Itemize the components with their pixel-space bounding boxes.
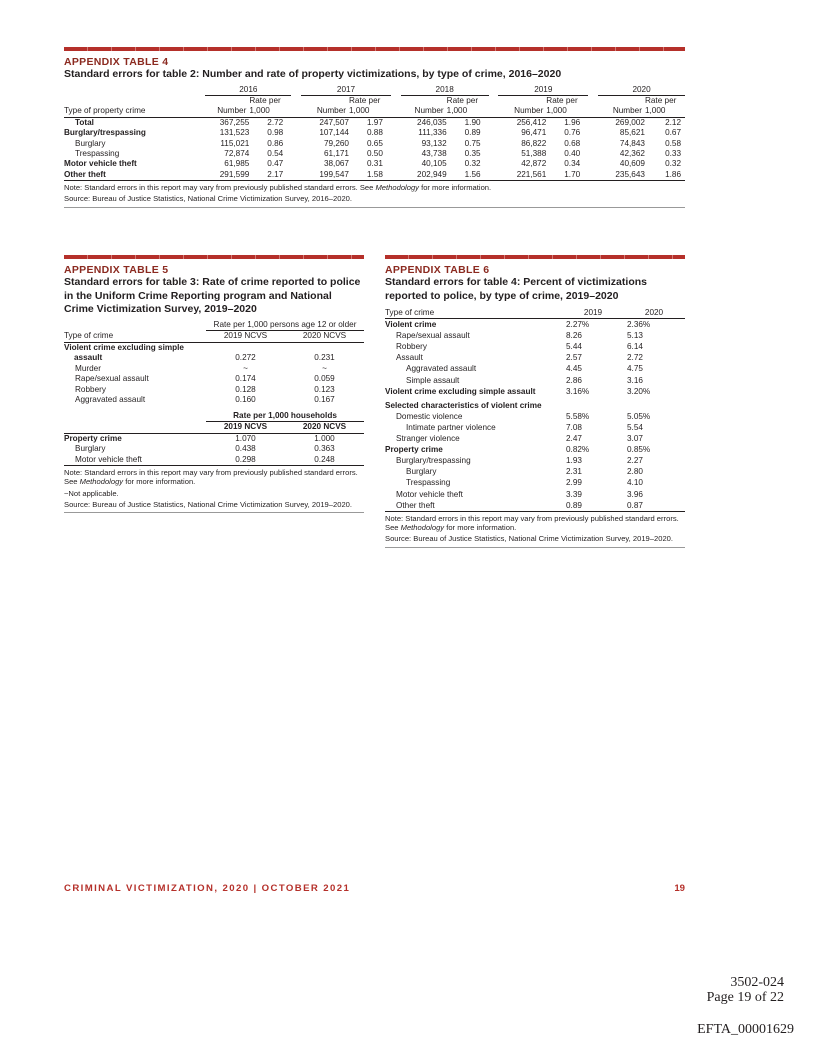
group-header: Rate per 1,000 households bbox=[206, 411, 364, 422]
source-note: Source: Bureau of Justice Statistics, National Crime Victimization Survey, 2016–2020. bbox=[64, 194, 352, 204]
row-label: Violent crime excluding simple assault bbox=[64, 342, 184, 362]
table-cell: 2.36% bbox=[627, 320, 651, 330]
table-cell: 0.50 bbox=[366, 148, 383, 158]
table-cell: 3.07 bbox=[627, 434, 643, 444]
table-cell: 2.99 bbox=[566, 478, 582, 488]
methodology-note: Note: Standard errors in this report may vary from previously published standard errors. See Methodology for more information. bbox=[385, 513, 679, 532]
table-row bbox=[385, 500, 685, 512]
table-cell: 96,471 bbox=[521, 128, 547, 138]
table-cell: 256,412 bbox=[516, 117, 547, 127]
table-row bbox=[385, 433, 685, 444]
table-cell: 0.76 bbox=[564, 128, 581, 138]
table-cell: 2.27% bbox=[566, 320, 590, 330]
table-cell: 0.68 bbox=[564, 138, 581, 148]
table-row bbox=[385, 400, 685, 411]
table-row bbox=[385, 363, 685, 374]
row-label: Other theft bbox=[64, 169, 106, 179]
table-row bbox=[64, 385, 364, 396]
column-header-row bbox=[64, 95, 685, 117]
column-header: Number bbox=[498, 95, 546, 117]
column-header: Rate per 1,000 bbox=[349, 95, 391, 117]
table-label: APPENDIX TABLE 5 bbox=[64, 264, 169, 276]
table-row bbox=[64, 342, 364, 364]
column-header: 2020 NCVS bbox=[285, 422, 364, 434]
row-label: Total bbox=[75, 117, 94, 127]
table-row bbox=[64, 117, 685, 128]
table-cell: 1.70 bbox=[564, 169, 581, 179]
table-cell: 1.96 bbox=[564, 117, 581, 127]
data-table bbox=[64, 320, 364, 467]
table-row bbox=[385, 319, 685, 331]
table-cell: 2.80 bbox=[627, 467, 643, 477]
table-cell: 221,561 bbox=[516, 169, 547, 179]
table-cell: 1.000 bbox=[314, 433, 335, 443]
row-label: Burglary bbox=[75, 444, 106, 453]
table-row bbox=[64, 159, 685, 169]
source-note: Source: Bureau of Justice Statistics, National Crime Victimization Survey, 2019–2020. bbox=[64, 499, 352, 509]
year-header: 2017 bbox=[301, 85, 391, 96]
year-header: 2019 bbox=[498, 85, 588, 96]
table-cell: 291,599 bbox=[219, 169, 250, 179]
table-cell: 2.17 bbox=[267, 169, 284, 179]
appendix-table-6 bbox=[385, 255, 685, 548]
table-label: APPENDIX TABLE 4 bbox=[64, 56, 169, 68]
source-note: Source: Bureau of Justice Statistics, National Crime Victimization Survey, 2019–2020. bbox=[385, 534, 673, 544]
table-cell: 0.86 bbox=[267, 138, 284, 148]
table-cell: 0.33 bbox=[665, 148, 681, 158]
table-cell: 6.14 bbox=[627, 342, 643, 352]
table-cell: 5.54 bbox=[627, 422, 643, 432]
table-cell: 0.248 bbox=[314, 454, 335, 464]
table-cell: 3.16% bbox=[566, 386, 590, 396]
table-cell: 86,822 bbox=[521, 138, 547, 148]
table-cell: 0.87 bbox=[627, 500, 643, 510]
appendix-table-4 bbox=[64, 47, 685, 208]
table-cell: 0.89 bbox=[566, 500, 582, 510]
row-label: Assault bbox=[396, 353, 423, 363]
table-cell: 1.070 bbox=[235, 433, 256, 443]
row-label: Domestic violence bbox=[396, 411, 463, 421]
table-cell: 42,872 bbox=[521, 159, 547, 169]
row-label: Robbery bbox=[75, 384, 106, 394]
data-table bbox=[385, 307, 685, 512]
table-cell: 111,336 bbox=[418, 128, 447, 138]
table-row bbox=[64, 149, 685, 159]
table-cell: 0.47 bbox=[267, 159, 284, 169]
table-cell: 0.32 bbox=[665, 159, 681, 169]
table-cell: 38,067 bbox=[323, 159, 349, 169]
row-label: Aggravated assault bbox=[406, 364, 477, 374]
footer-report-title: CRIMINAL VICTIMIZATION, 2020 | OCTOBER 2021 bbox=[64, 883, 351, 894]
not-applicable-note: ~Not applicable. bbox=[64, 488, 119, 498]
table-cell: 2.12 bbox=[665, 117, 681, 127]
table-cell: ~ bbox=[243, 363, 248, 373]
row-header: Type of property crime bbox=[64, 95, 205, 117]
row-label: Trespassing bbox=[406, 478, 451, 488]
table-cell: 367,255 bbox=[219, 117, 250, 127]
table-cell: 247,507 bbox=[319, 117, 349, 127]
table-note bbox=[64, 183, 685, 204]
table-row bbox=[385, 375, 685, 386]
table-cell: 40,105 bbox=[421, 159, 447, 169]
year-header: 2016 bbox=[205, 85, 291, 96]
table-cell: 0.123 bbox=[314, 384, 335, 394]
column-header: 2020 bbox=[623, 307, 685, 319]
row-label: Murder bbox=[75, 363, 101, 373]
column-header: Rate per 1,000 bbox=[546, 95, 588, 117]
table-cell: 0.89 bbox=[464, 128, 481, 138]
table-cell: 5.05% bbox=[627, 411, 651, 421]
row-label: Aggravated assault bbox=[75, 395, 146, 404]
row-label: Trespassing bbox=[75, 148, 120, 158]
table-row bbox=[385, 330, 685, 341]
table-cell: 4.45 bbox=[566, 364, 582, 374]
table-row bbox=[64, 433, 364, 444]
table-row bbox=[64, 364, 364, 375]
table-cell: 74,843 bbox=[619, 138, 645, 148]
table-cell: 1.58 bbox=[366, 169, 383, 179]
table-cell: 61,985 bbox=[224, 159, 250, 169]
table-cell: 0.363 bbox=[314, 444, 335, 453]
table-cell: 0.128 bbox=[235, 384, 256, 394]
table-cell: 0.67 bbox=[665, 128, 681, 138]
row-label: Stranger violence bbox=[396, 434, 460, 444]
column-header: 2020 NCVS bbox=[285, 331, 364, 343]
table-title: Standard errors for table 2: Number and rate of property victimizations, by type of crime, 2016–2020 bbox=[64, 68, 562, 80]
year-header: 2020 bbox=[598, 85, 685, 96]
table-cell: 3.96 bbox=[627, 489, 643, 499]
table-cell: 115,021 bbox=[220, 138, 250, 148]
table-cell: 235,643 bbox=[615, 169, 645, 179]
section-rule bbox=[64, 47, 685, 51]
column-header: Rate per 1,000 bbox=[645, 95, 685, 117]
table-row bbox=[64, 128, 685, 138]
table-cell: 40,609 bbox=[619, 159, 645, 169]
table-cell: 1.90 bbox=[464, 117, 481, 127]
data-table bbox=[64, 85, 685, 182]
table-cell: 79,260 bbox=[323, 138, 349, 148]
methodology-note: Note: Standard errors in this report may vary from previously published standard errors. See Methodology for more information. bbox=[64, 468, 358, 487]
table-cell: 72,874 bbox=[224, 148, 250, 158]
table-cell: 131,523 bbox=[219, 128, 250, 138]
table-cell: 107,144 bbox=[319, 128, 349, 138]
document-stamp bbox=[707, 975, 784, 1005]
row-label: Motor vehicle theft bbox=[64, 159, 137, 169]
page-of-label: Page 19 of 22 bbox=[706, 990, 784, 1005]
table-cell: 0.174 bbox=[235, 374, 256, 383]
table-cell: 1.93 bbox=[566, 456, 582, 466]
table-row bbox=[64, 444, 364, 455]
table-cell: 0.58 bbox=[665, 138, 681, 148]
table-cell: 2.72 bbox=[267, 117, 284, 127]
table-note bbox=[64, 468, 364, 509]
table-cell: 43,738 bbox=[421, 148, 447, 158]
table-cell: 2.27 bbox=[627, 456, 643, 466]
row-label: Burglary bbox=[406, 467, 437, 477]
table-cell: 5.13 bbox=[627, 331, 643, 341]
section-end-rule bbox=[385, 547, 685, 548]
row-label: Violent crime bbox=[385, 320, 437, 330]
table-row bbox=[64, 170, 685, 181]
table-cell: 202,949 bbox=[417, 169, 447, 179]
row-label: Property crime bbox=[64, 433, 122, 443]
table-cell: 0.82% bbox=[566, 445, 590, 455]
table-cell: 0.54 bbox=[267, 148, 284, 158]
column-header: 2019 bbox=[563, 307, 623, 319]
table-cell: 0.059 bbox=[314, 374, 335, 383]
column-header: Number bbox=[301, 95, 349, 117]
section-rule bbox=[385, 255, 685, 259]
row-header: Type of crime bbox=[385, 307, 563, 319]
table-cell: 4.75 bbox=[627, 364, 643, 374]
table-cell: 2.86 bbox=[566, 375, 582, 385]
table-row bbox=[385, 411, 685, 422]
table-cell: 51,388 bbox=[521, 148, 547, 158]
table-cell: 0.40 bbox=[564, 148, 581, 158]
column-header: Rate per 1,000 bbox=[447, 95, 489, 117]
appendix-table-5 bbox=[64, 255, 364, 513]
table-cell: ~ bbox=[322, 363, 327, 373]
table-cell: 2.31 bbox=[566, 467, 582, 477]
table-cell: 0.85% bbox=[627, 445, 651, 455]
column-header: Number bbox=[401, 95, 447, 117]
section-end-rule bbox=[64, 512, 364, 513]
row-label: Intimate partner violence bbox=[406, 422, 496, 432]
table-cell: 2.72 bbox=[627, 353, 643, 363]
table-row bbox=[385, 455, 685, 466]
table-cell: 61,171 bbox=[323, 148, 349, 158]
table-row bbox=[385, 489, 685, 500]
methodology-note: Note: Standard errors in this report may vary from previously published standard errors. See Methodology for more information. bbox=[64, 183, 492, 193]
row-label: Burglary bbox=[75, 138, 106, 148]
document-id: 3502-024 bbox=[730, 975, 784, 990]
table-cell bbox=[623, 400, 685, 411]
table-row bbox=[385, 386, 685, 397]
column-header: 2019 NCVS bbox=[206, 331, 285, 343]
table-cell: 5.44 bbox=[566, 342, 582, 352]
column-header: Number bbox=[598, 95, 645, 117]
row-label: Selected characteristics of violent crime bbox=[385, 400, 542, 410]
row-header: Type of crime bbox=[64, 331, 206, 343]
table-cell: 0.160 bbox=[235, 395, 256, 404]
table-cell: 0.88 bbox=[366, 128, 383, 138]
table-cell: 0.31 bbox=[366, 159, 383, 169]
table-cell: 1.56 bbox=[464, 169, 481, 179]
footer-page-number: 19 bbox=[674, 883, 685, 894]
row-label: Robbery bbox=[396, 342, 427, 352]
row-label: Other theft bbox=[396, 500, 435, 510]
table-row bbox=[64, 374, 364, 385]
row-label: Simple assault bbox=[406, 375, 460, 385]
table-cell: 1.97 bbox=[366, 117, 383, 127]
table-title: Standard errors for table 3: Rate of crime reported to police in the Uniform Crime Reporting program and National Crime Victimization Survey, 2019–2020 bbox=[64, 276, 361, 315]
table-row bbox=[64, 455, 364, 466]
table-cell: 2.47 bbox=[566, 434, 582, 444]
row-label: Rape/sexual assault bbox=[75, 374, 149, 383]
table-row bbox=[64, 139, 685, 149]
row-label: Burglary/trespassing bbox=[64, 128, 146, 138]
bates-number: EFTA_00001629 bbox=[697, 1022, 794, 1037]
table-cell: 0.32 bbox=[464, 159, 481, 169]
table-cell: 3.39 bbox=[566, 489, 582, 499]
table-cell: 0.298 bbox=[235, 454, 256, 464]
table-cell: 199,547 bbox=[319, 169, 349, 179]
column-header: Number bbox=[205, 95, 249, 117]
table-cell: 0.65 bbox=[366, 138, 383, 148]
table-cell: 8.26 bbox=[566, 331, 582, 341]
year-header-row bbox=[64, 85, 685, 96]
table-title: Standard errors for table 4: Percent of victimizations reported to police, by type of crime, 2019–2020 bbox=[385, 276, 647, 302]
column-header: 2019 NCVS bbox=[206, 422, 285, 434]
table-cell: 1.86 bbox=[665, 169, 681, 179]
table-row bbox=[385, 422, 685, 433]
table-row bbox=[385, 352, 685, 363]
table-row bbox=[64, 395, 364, 406]
row-label: Property crime bbox=[385, 445, 443, 455]
table-note bbox=[385, 514, 685, 544]
table-cell: 42,362 bbox=[619, 148, 645, 158]
table-cell: 0.272 bbox=[235, 353, 256, 362]
table-cell bbox=[563, 400, 623, 411]
table-cell: 0.167 bbox=[314, 395, 335, 404]
table-cell: 4.10 bbox=[627, 478, 643, 488]
table-cell: 0.34 bbox=[564, 159, 581, 169]
table-cell: 269,002 bbox=[615, 117, 645, 127]
section-rule bbox=[64, 255, 364, 259]
row-label: Violent crime excluding simple assault bbox=[385, 386, 536, 396]
section-end-rule bbox=[64, 207, 685, 208]
table-cell: 2.57 bbox=[566, 353, 582, 363]
group-header: Rate per 1,000 persons age 12 or older bbox=[206, 320, 364, 331]
table-cell: 7.08 bbox=[566, 422, 582, 432]
table-cell: 3.16 bbox=[627, 375, 643, 385]
table-cell: 5.58% bbox=[566, 411, 590, 421]
row-label: Motor vehicle theft bbox=[396, 489, 463, 499]
table-cell: 3.20% bbox=[627, 386, 651, 396]
table-cell: 0.35 bbox=[464, 148, 481, 158]
table-cell: 0.438 bbox=[235, 444, 256, 453]
table-label: APPENDIX TABLE 6 bbox=[385, 264, 490, 276]
row-label: Burglary/trespassing bbox=[396, 456, 471, 466]
table-cell: 0.98 bbox=[267, 128, 284, 138]
table-cell: 0.231 bbox=[314, 353, 335, 362]
table-row bbox=[385, 477, 685, 488]
page-footer bbox=[64, 883, 685, 894]
table-cell: 246,035 bbox=[417, 117, 447, 127]
column-header: Rate per 1,000 bbox=[249, 95, 291, 117]
table-cell: 93,132 bbox=[421, 138, 447, 148]
table-cell: 0.75 bbox=[464, 138, 481, 148]
table-row bbox=[385, 444, 685, 455]
table-row bbox=[385, 341, 685, 352]
row-label: Rape/sexual assault bbox=[396, 331, 470, 341]
row-label: Motor vehicle theft bbox=[75, 454, 142, 464]
year-header: 2018 bbox=[401, 85, 489, 96]
table-cell: 85,621 bbox=[619, 128, 645, 138]
table-row bbox=[385, 466, 685, 477]
